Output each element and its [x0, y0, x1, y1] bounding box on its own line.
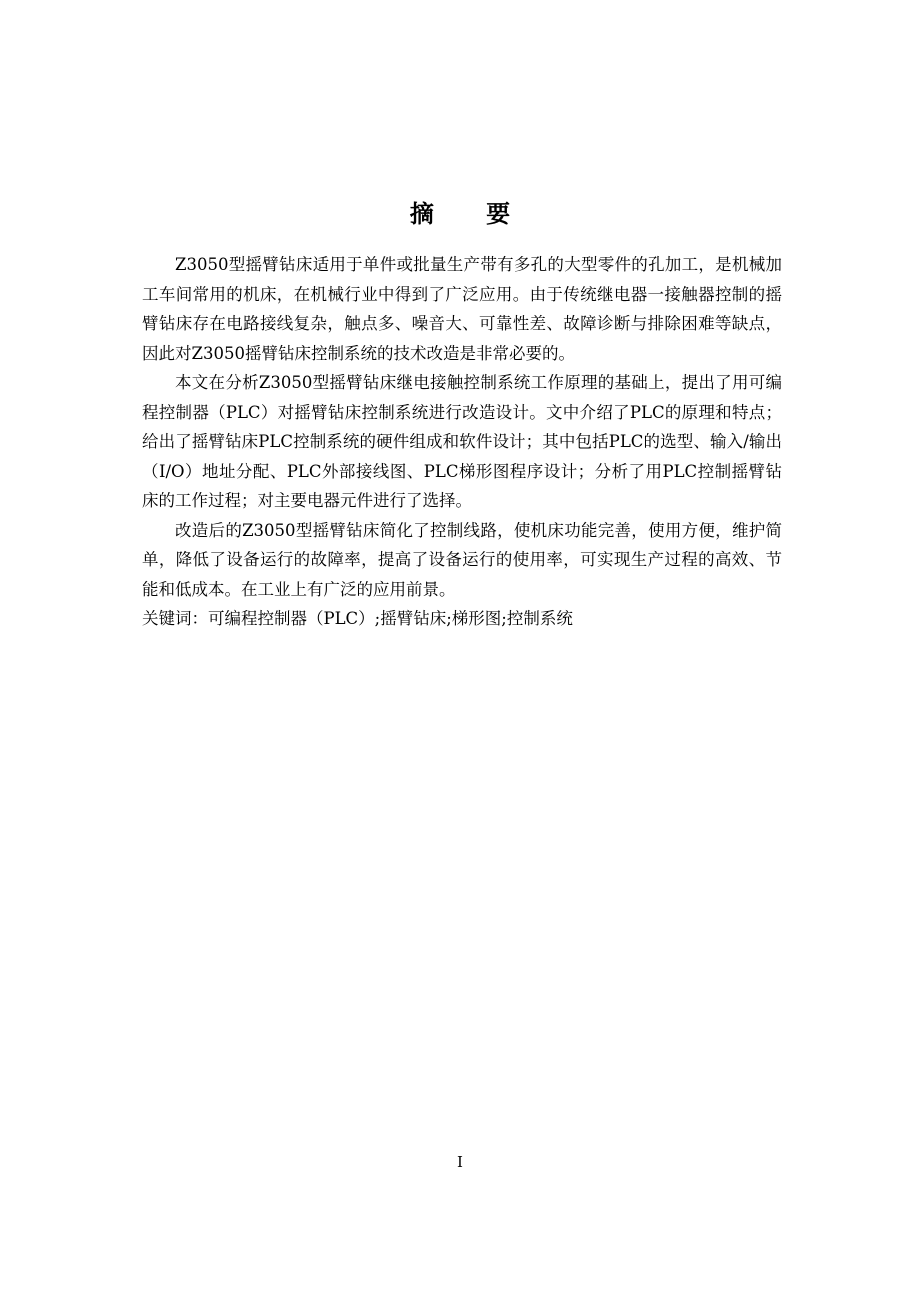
abstract-paragraph-3: 改造后的Z3050型摇臂钻床简化了控制线路，使机床功能完善，使用方便，维护简单，降低了设备运行的故障率，提高了设备运行的使用率，可实现生产过程的高效、节能和低成本。在工业上有广泛的应用前景。 — [142, 520, 782, 599]
keywords-line: 关键词：可编程控制器（PLC）;摇臂钻床;梯形图;控制系统 — [142, 609, 573, 628]
page-number: I — [457, 1153, 463, 1171]
abstract-paragraph-1: Z3050型摇臂钻床适用于单件或批量生产带有多孔的大型零件的孔加工，是机械加工车间常用的机床，在机械行业中得到了广泛应用。由于传统继电器一接触器控制的摇臂钻床存在电路接线复杂，触点多、噪音大、可靠性差、故障诊断与排除困难等缺点，因此对Z3050摇臂钻床控制系统的技术改造是非常必要的。 — [142, 255, 782, 363]
abstract-paragraph-2: 本文在分析Z3050型摇臂钻床继电接触控制系统工作原理的基础上，提出了用可编程控制器（PLC）对摇臂钻床控制系统进行改造设计。文中介绍了PLC的原理和特点；给出了摇臂钻床PLC控制系统的硬件组成和软件设计；其中包括PLC的选型、输入/输出（I/O）地址分配、PLC外部接线图、PLC梯形图程序设计；分析了用PLC控制摇臂钻床的工作过程；对主要电器元件进行了选择。 — [142, 373, 782, 510]
abstract-body — [142, 250, 782, 634]
page-title: 摘 要 — [409, 199, 533, 228]
